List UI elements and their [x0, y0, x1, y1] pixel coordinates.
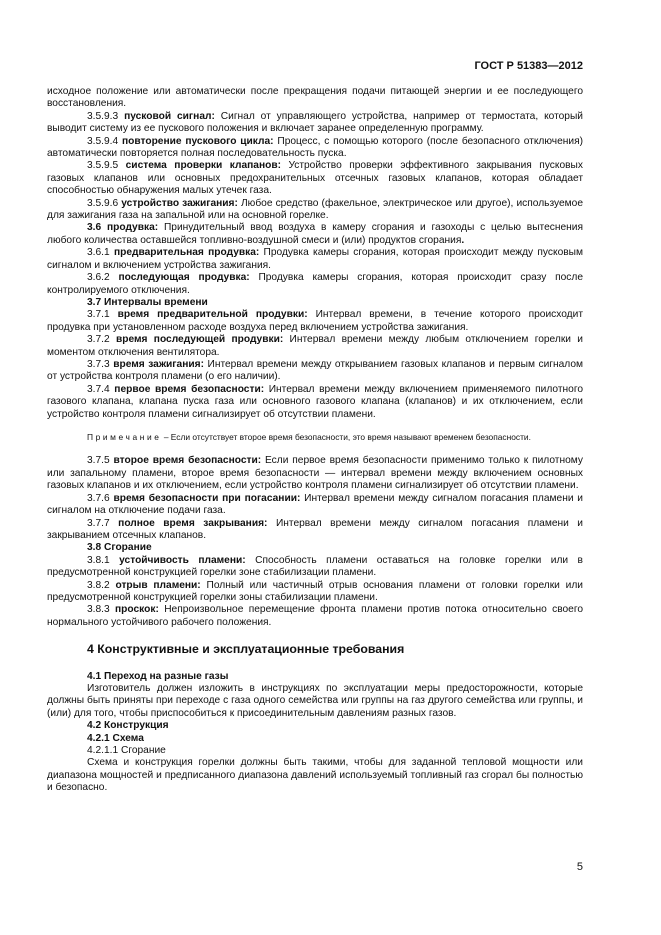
definition-3-8-3: 3.8.3 проскок: Непроизвольное перемещение фронта пламени против потока относительно своего нормального устойчивого рабочего положения.: [47, 604, 583, 628]
definition-3-6-2: 3.6.2 последующая продувка: Продувка камеры сгорания, которая происходит сразу после контролируемого отключения.: [47, 272, 583, 296]
definition-3-6-1: 3.6.1 предварительная продувка: Продувка камеры сгорания, которая происходит между пусковым сигналом и включением устройства зажигания.: [47, 247, 583, 271]
paragraph: исходное положение или автоматически после прекращения подачи питающей энергии и ее последующего восстановления.: [47, 86, 583, 110]
paragraph: Схема и конструкция горелки должны быть такими, чтобы для заданной тепловой мощности или диапазона мощностей и предписанного диапазона давлений используемый топливный газ сгорал бы полностью и безопасно.: [47, 757, 583, 794]
note: Примечание – Если отсутствует второе время безопасности, это время называют временем безопасности.: [87, 431, 531, 442]
section-heading-4: 4 Конструктивные и эксплуатационные требования: [87, 642, 405, 657]
definition-3-7-4: 3.7.4 первое время безопасности: Интервал времени между включением применяемого пилотного газового клапана, клапана пуска газа или основного газового клапана (клапанов) и их отключением, если устройство контроля пламени сигнализирует об отсутствии пламени.: [47, 383, 583, 420]
definition-3-5-9-4: 3.5.9.4 повторение пускового цикла: Процесс, с помощью которого (после безопасного отключения) автоматически повторяется полная последовательность пуска.: [47, 135, 583, 160]
definition-3-5-9-3: 3.5.9.3 пусковой сигнал: Сигнал от управляющего устройства, например от термостата, который выводит систему из ее пускового положения и включает заранее определенную программу.: [47, 110, 583, 135]
definition-3-5-9-5: 3.5.9.5 система проверки клапанов: Устройство проверки эффективного закрывания пусковых газовых клапанов или основных предохранительных отсечных газовых клапанов, которая обладает способностью обнаружения малых утечек газа.: [47, 160, 583, 197]
paragraph: Изготовитель должен изложить в инструкциях по эксплуатации меры предосторожности, которые должны быть приняты при переходе с газа одного семейства или группы на газ другого семейства или группы, и (или) для того, чтобы приспособиться к присоединительным давлениям разных газов.: [47, 682, 583, 719]
standard-header: ГОСТ Р 51383—2012: [474, 60, 583, 72]
subsection-heading-3-8: 3.8 Сгорание: [87, 542, 152, 554]
definition-3-7-6: 3.7.6 время безопасности при погасании: Интервал времени между сигналом погасания пламени и сигналом на отключение подачи газа.: [47, 492, 583, 517]
definition-3-7-5: 3.7.5 второе время безопасности: Если первое время безопасности применимо только к пилотному или запальному пламени, второе время безопасности — интервал времени между включением основных газовых клапанов и их отключением, если устройство контроля пламени сигнализирует об отсутствии пламени.: [47, 455, 583, 492]
definition-3-7-1: 3.7.1 время предварительной продувки: Интервал времени, в течение которого происходит продувка при установленном расходе воздуха перед включением устройства зажигания.: [47, 309, 583, 333]
subsection-heading-4-1: 4.1 Переход на разные газы: [87, 670, 229, 682]
definition-3-7-7: 3.7.7 полное время закрывания: Интервал времени между сигналом погасания пламени и закрыванием отсечных клапанов.: [47, 517, 583, 541]
definition-3-8-2: 3.8.2 отрыв пламени: Полный или частичный отрыв основания пламени от головки горелки или предусмотренной конструкцией горелки зоны стабилизации пламени.: [47, 579, 583, 603]
definition-3-8-1: 3.8.1 устойчивость пламени: Способность пламени оставаться на головке горелки или в предусмотренной конструкцией горелки зоне стабилизации пламени.: [47, 554, 583, 579]
definition-3-6: 3.6 продувка: Принудительный ввод воздуха в камеру сгорания и газоходы с целью вытеснения любого количества оставшейся топливно-воздушной смеси и (или) продуктов сгорания.: [47, 222, 583, 246]
note-label: Примечание: [87, 431, 162, 442]
clause-4-2-1-1: 4.2.1.1 Сгорание: [87, 745, 166, 756]
document-body: [47, 86, 583, 795]
subsection-heading-3-7: 3.7 Интервалы времени: [87, 296, 208, 308]
definition-3-5-9-6: 3.5.9.6 устройство зажигания: Любое средство (факельное, электрическое или другое), используемое для зажигания газа на запальной или на основной горелке.: [47, 197, 583, 222]
definition-3-7-2: 3.7.2 время последующей продувки: Интервал времени между любым отключением горелки и моментом отключения вентилятора.: [47, 334, 583, 358]
definition-3-7-3: 3.7.3 время зажигания: Интервал времени между открыванием газовых клапанов и первым сигналом от устройства контроля пламени (о его наличии).: [47, 358, 583, 383]
page-number: 5: [576, 861, 583, 873]
document-page: [47, 0, 583, 935]
subsection-heading-4-2: 4.2 Конструкция: [87, 720, 169, 732]
subsection-heading-4-2-1: 4.2.1 Схема: [87, 732, 144, 744]
